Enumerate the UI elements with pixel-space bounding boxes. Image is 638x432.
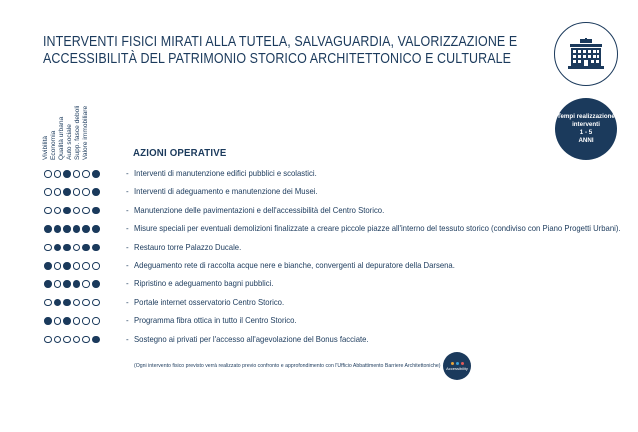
empty-dot-icon — [92, 317, 100, 325]
empty-dot-icon — [73, 299, 81, 307]
bullet-dash: - — [126, 334, 129, 344]
filled-dot-icon — [73, 280, 81, 288]
filled-dot-icon — [92, 244, 100, 252]
filled-dot-icon — [73, 225, 81, 233]
section-title: AZIONI OPERATIVE — [133, 147, 227, 159]
filled-dot-icon — [63, 299, 71, 307]
empty-dot-icon — [73, 336, 81, 344]
bullet-dash: - — [126, 279, 129, 289]
empty-dot-icon — [73, 170, 81, 178]
action-text: Misure speciali per eventuali demolizioni finalizzate a creare piccole piazze all'interno del tessuto storico (condiviso con Piano Progetti Urbani). — [134, 223, 621, 234]
time-badge-line-2: interventi — [572, 121, 600, 128]
action-row — [44, 278, 624, 290]
building-icon — [568, 38, 604, 70]
empty-dot-icon — [73, 317, 81, 325]
column-header: Qualità urbana — [58, 116, 65, 160]
filled-dot-icon — [92, 207, 100, 215]
title-line-2: ACCESSIBILITÀ DEL PATRIMONIO STORICO ARCHITETTONICO E CULTURALE — [43, 51, 512, 67]
empty-dot-icon — [73, 188, 81, 196]
filled-dot-icon — [63, 280, 71, 288]
empty-dot-icon — [82, 262, 90, 270]
action-text: Restauro torre Palazzo Ducale. — [134, 241, 242, 252]
empty-dot-icon — [44, 188, 52, 196]
column-headers — [42, 100, 112, 160]
rating-dots — [44, 244, 120, 252]
empty-dot-icon — [82, 336, 90, 344]
action-text: Manutenzione delle pavimentazioni e dell'accessibilità del Centro Storico. — [134, 204, 385, 215]
action-text: Portale internet osservatorio Centro Storico. — [134, 296, 285, 307]
empty-dot-icon — [73, 207, 81, 215]
logo-dot — [451, 362, 454, 365]
action-row — [44, 242, 624, 254]
filled-dot-icon — [82, 225, 90, 233]
footnote: (Ogni intervento fisico previsto verrà realizzato previo confronto e approfondimento con l'Ufficio Abbattimento Barriere Architettoniche) — [134, 363, 441, 369]
empty-dot-icon — [44, 336, 52, 344]
filled-dot-icon — [63, 188, 71, 196]
filled-dot-icon — [63, 262, 71, 270]
bullet-dash: - — [126, 261, 129, 270]
filled-dot-icon — [54, 244, 62, 252]
empty-dot-icon — [44, 299, 52, 307]
action-row — [44, 260, 624, 272]
action-text: Adeguamento rete di raccolta acque nere e bianche, convergenti al depuratore della Darsena. — [134, 260, 455, 270]
filled-dot-icon — [92, 170, 100, 178]
action-text: Programma fibra ottica in tutto il Centro Storico. — [134, 315, 297, 326]
bullet-dash: - — [126, 316, 129, 326]
empty-dot-icon — [82, 188, 90, 196]
empty-dot-icon — [54, 188, 62, 196]
empty-dot-icon — [54, 170, 62, 178]
rating-dots — [44, 225, 120, 233]
filled-dot-icon — [63, 207, 71, 215]
rating-dots — [44, 262, 120, 270]
filled-dot-icon — [92, 225, 100, 233]
rating-dots — [44, 188, 120, 196]
rating-dots — [44, 170, 120, 178]
empty-dot-icon — [82, 170, 90, 178]
bullet-dash: - — [126, 297, 129, 307]
action-row — [44, 168, 624, 180]
filled-dot-icon — [92, 188, 100, 196]
empty-dot-icon — [82, 317, 90, 325]
logo-dot — [461, 362, 464, 365]
action-row — [44, 186, 624, 198]
historic-building-icon — [554, 22, 618, 86]
action-row — [44, 297, 624, 309]
empty-dot-icon — [73, 262, 81, 270]
filled-dot-icon — [44, 225, 52, 233]
column-header: Vivibilità — [42, 135, 49, 160]
column-header: Valore immobiliare — [82, 105, 89, 160]
rating-dots — [44, 317, 120, 325]
filled-dot-icon — [54, 225, 62, 233]
empty-dot-icon — [82, 299, 90, 307]
filled-dot-icon — [54, 299, 62, 307]
filled-dot-icon — [92, 280, 100, 288]
action-row — [44, 315, 624, 327]
accessibility-logo-dots — [451, 362, 464, 365]
column-header: Supp. fasce deboli — [74, 105, 81, 160]
filled-dot-icon — [63, 317, 71, 325]
empty-dot-icon — [73, 244, 81, 252]
empty-dot-icon — [92, 299, 100, 307]
action-row — [44, 205, 624, 217]
rating-dots — [44, 336, 120, 344]
bullet-dash: - — [126, 242, 129, 252]
filled-dot-icon — [92, 336, 100, 344]
empty-dot-icon — [92, 262, 100, 270]
action-text: Sostegno ai privati per l'accesso all'agevolazione del Bonus facciate. — [134, 333, 369, 344]
empty-dot-icon — [44, 244, 52, 252]
time-badge — [555, 98, 617, 160]
bullet-dash: - — [126, 187, 129, 197]
bullet-dash: - — [126, 169, 129, 178]
filled-dot-icon — [44, 262, 52, 270]
time-badge-line-4: ANNI — [578, 137, 594, 144]
empty-dot-icon — [54, 336, 62, 344]
accessibility-logo — [443, 352, 471, 380]
empty-dot-icon — [54, 280, 62, 288]
empty-dot-icon — [44, 207, 52, 215]
accessibility-logo-text: Accessibility — [446, 365, 468, 371]
time-badge-line-3: 1 - 5 — [579, 129, 593, 136]
action-text: Interventi di adeguamento e manutenzione dei Musei. — [134, 186, 318, 197]
column-header: Economia — [50, 130, 57, 160]
empty-dot-icon — [63, 336, 71, 344]
filled-dot-icon — [63, 244, 71, 252]
empty-dot-icon — [82, 280, 90, 288]
empty-dot-icon — [54, 262, 62, 270]
bullet-dash: - — [126, 224, 129, 234]
column-header: Auto sociale — [66, 124, 73, 160]
filled-dot-icon — [44, 280, 52, 288]
action-text: Interventi di manutenzione edifici pubblici e scolastici. — [134, 168, 317, 178]
title-line-1: INTERVENTI FISICI MIRATI ALLA TUTELA, SALVAGUARDIA, VALORIZZAZIONE E — [43, 34, 518, 50]
action-row — [44, 223, 624, 235]
action-text: Ripristino e adeguamento bagni pubblici. — [134, 278, 274, 289]
filled-dot-icon — [82, 244, 90, 252]
time-badge-line-1: Tempi realizzazione — [557, 113, 615, 120]
logo-dot — [456, 362, 459, 365]
action-row — [44, 334, 624, 346]
filled-dot-icon — [63, 170, 71, 178]
rating-dots — [44, 299, 120, 307]
empty-dot-icon — [54, 317, 62, 325]
rating-dots — [44, 280, 120, 288]
bullet-dash: - — [126, 205, 129, 215]
filled-dot-icon — [44, 317, 52, 325]
rating-dots — [44, 207, 120, 215]
empty-dot-icon — [44, 170, 52, 178]
empty-dot-icon — [54, 207, 62, 215]
filled-dot-icon — [63, 225, 71, 233]
empty-dot-icon — [82, 207, 90, 215]
page-title — [43, 34, 518, 68]
